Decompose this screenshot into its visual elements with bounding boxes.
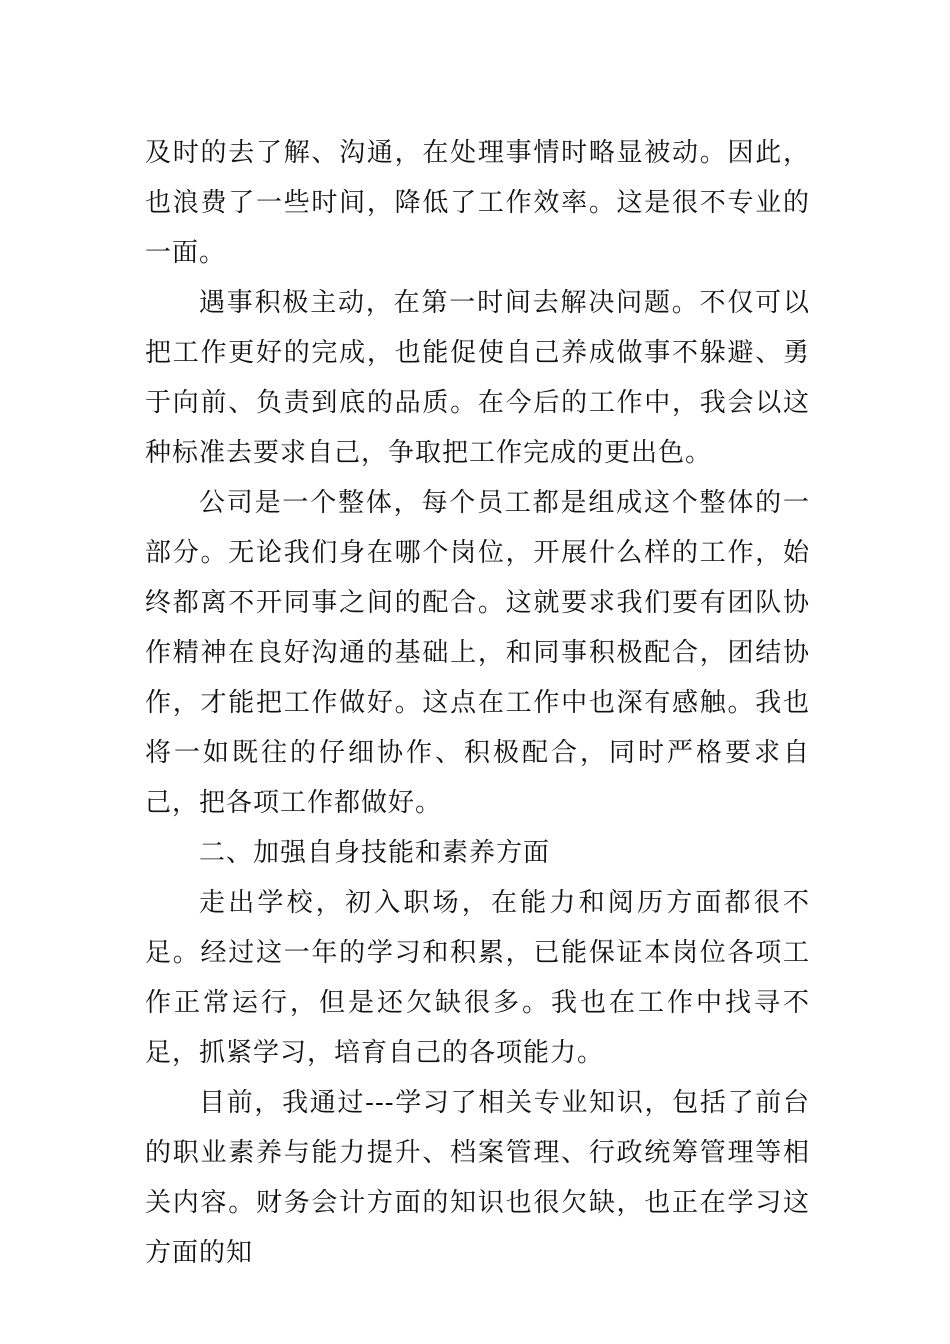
paragraph-3: 公司是一个整体，每个员工都是组成这个整体的一部分。无论我们身在哪个岗位，开展什么样的工作，始终都离不开同事之间的配合。这就要求我们要有团队协作精神在良好沟通的基础上，和同事积极配合，团结协作，才能把工作做好。这点在工作中也深有感触。我也将一如既往的仔细协作、积极配合，同时严格要求自己，把各项工作都做好。 [145, 488, 810, 818]
section-heading: 二、加强自身技能和素养方面 [199, 838, 551, 868]
document-page [145, 128, 810, 1278]
paragraph-2: 遇事积极主动，在第一时间去解决问题。不仅可以把工作更好的完成，也能促使自己养成做事不躲避、勇于向前、负责到底的品质。在今后的工作中，我会以这种标准去要求自己，争取把工作完成的更出色。 [145, 288, 810, 468]
paragraph-1: 及时的去了解、沟通，在处理事情时略显被动。因此，也浪费了一些时间，降低了工作效率。这是很不专业的一面。 [145, 138, 810, 268]
paragraph-4: 走出学校，初入职场，在能力和阅历方面都很不足。经过这一年的学习和积累，已能保证本岗位各项工作正常运行，但是还欠缺很多。我也在工作中找寻不足，抓紧学习，培育自己的各项能力。 [145, 888, 810, 1068]
paragraph-5: 目前，我通过---学习了相关专业知识，包括了前台的职业素养与能力提升、档案管理、行政统筹管理等相关内容。财务会计方面的知识也很欠缺，也正在学习这方面的知 [145, 1088, 810, 1268]
